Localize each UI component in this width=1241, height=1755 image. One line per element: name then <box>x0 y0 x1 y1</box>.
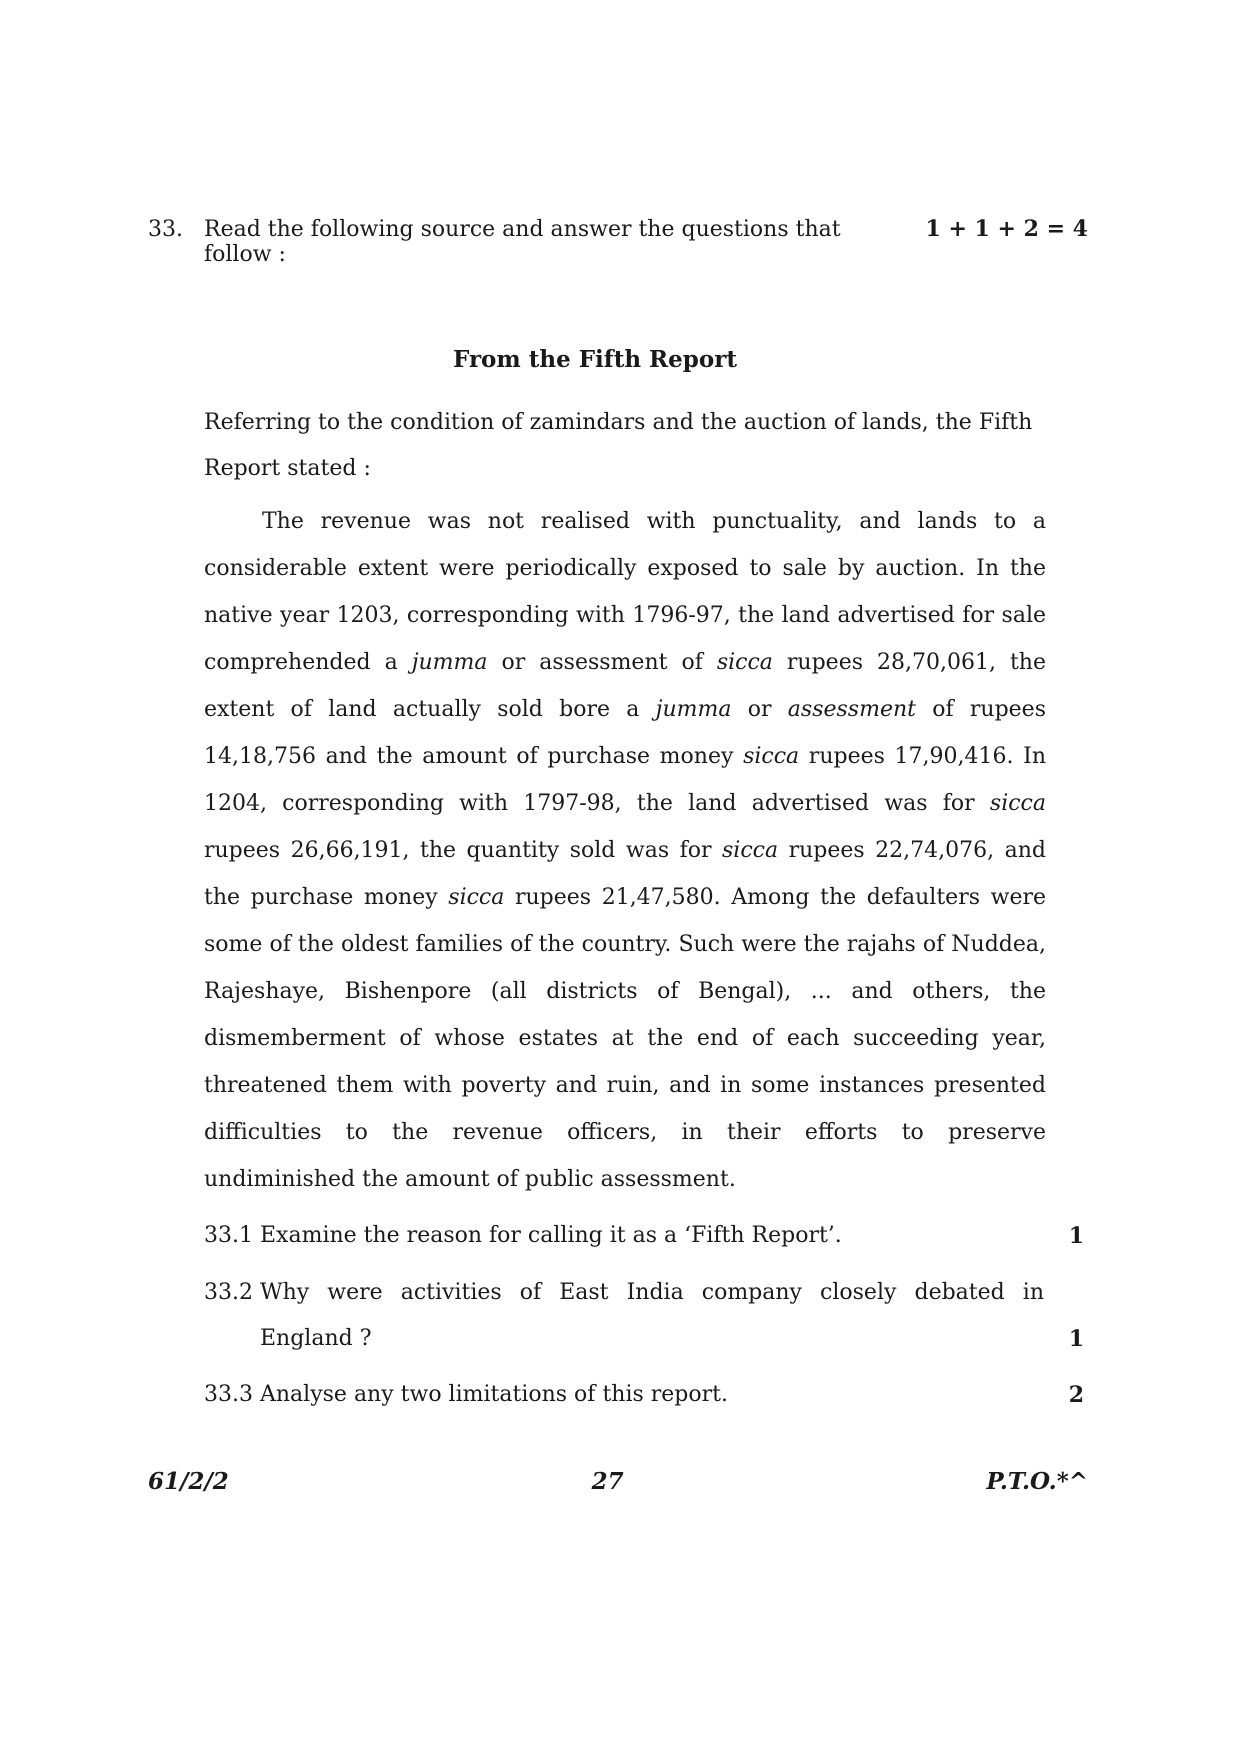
subquestion-marks: 1 <box>1068 1223 1084 1249</box>
term-assessment: assessment <box>787 697 916 722</box>
subquestion-number: 33.2 <box>204 1280 253 1305</box>
subquestion-33-1 <box>204 1213 1084 1259</box>
source-intro: Referring to the condition of zamindars and the auction of lands, the Fifth Report stated : <box>204 410 1033 481</box>
question-instruction: Read the following source and answer the questions that follow : <box>204 217 841 267</box>
source-title: From the Fifth Report <box>453 346 737 373</box>
subquestion-number: 33.3 <box>204 1382 253 1407</box>
paper-code: 61/2/2 <box>148 1468 229 1495</box>
pto-label: P.T.O.*^ <box>986 1468 1088 1495</box>
question-header <box>148 216 1088 267</box>
term-jumma: jumma <box>411 650 488 675</box>
subquestion-text: Why were activities of East India company closely debated in England ? <box>260 1280 1044 1351</box>
term-sicca: sicca <box>989 791 1046 816</box>
subquestion-marks: 2 <box>1068 1382 1084 1408</box>
term-sicca: sicca <box>743 744 800 769</box>
page-footer <box>148 1468 1088 1495</box>
question-number: 33. <box>148 217 183 242</box>
term-sicca: sicca <box>722 838 779 863</box>
question-marks: 1 + 1 + 2 = 4 <box>925 216 1088 242</box>
term-sicca: sicca <box>448 885 505 910</box>
subquestion-33-2 <box>204 1270 1084 1362</box>
source-passage: The revenue was not realised with punctuality, and lands to a considerable extent were periodically exposed to sale by auction. In the native year 1203, corresponding with 1796-97, the land advertised for sale comprehended a jumma or assessment of sicca rupees 28,70,061, the extent of land actually sold bore a jumma or assessment of rupees 14,18,756 and the amount of purchase money sicca rupees 17,90,416. In 1204, corresponding with 1797-98, the land advertised was for sicca rupees 26,66,191, the quantity sold was for sicca rupees 22,74,076, and the purchase money sicca rupees 21,47,580. Among the defaulters were some of the oldest families of the country. Such were the rajahs of Nuddea, Rajeshaye, Bishenpore (all districts of Bengal), ... and others, the dismemberment of whose estates at the end of each succeeding year, threatened them with poverty and ruin, and in some instances presented difficulties to the revenue officers, in their efforts to preserve undiminished the amount of public assessment. <box>204 509 1046 1192</box>
subquestion-text: Analyse any two limitations of this report. <box>260 1382 728 1407</box>
term-jumma: jumma <box>655 697 732 722</box>
subquestion-marks: 1 <box>1068 1326 1084 1352</box>
subquestion-33-3 <box>204 1372 1084 1418</box>
term-sicca: sicca <box>716 650 773 675</box>
subquestion-text: Examine the reason for calling it as a ‘Fifth Report’. <box>260 1223 842 1248</box>
page-number: 27 <box>591 1468 624 1495</box>
subquestion-number: 33.1 <box>204 1223 253 1248</box>
